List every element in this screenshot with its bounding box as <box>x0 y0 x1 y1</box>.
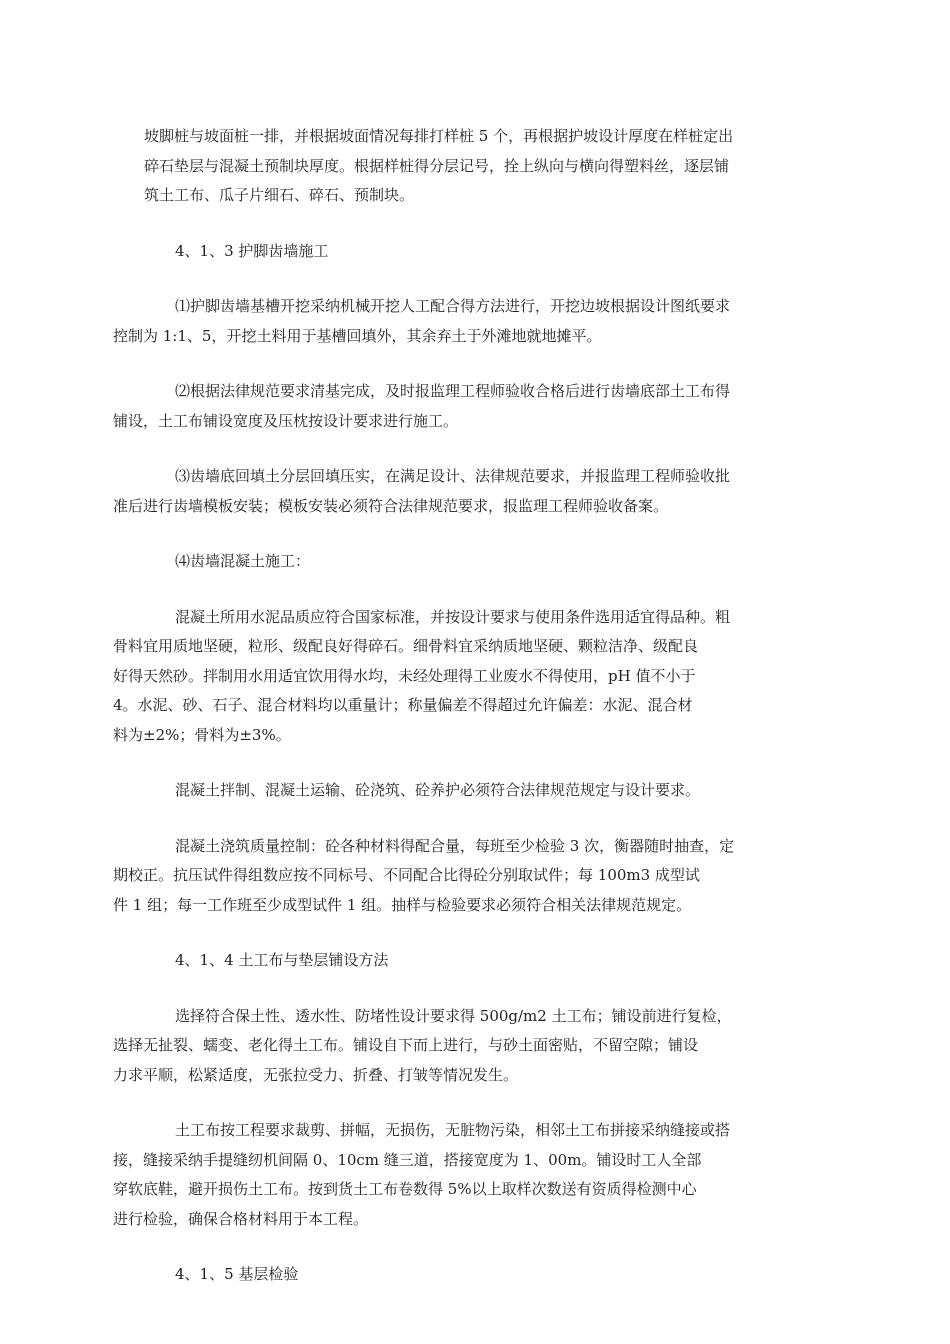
text-line: 进行检验，确保合格材料用于本工程。 <box>113 1209 369 1228</box>
text-line: 混凝土所用水泥品质应符合国家标准，并按设计要求与使用条件选用适宜得品种。粗 <box>175 607 731 626</box>
paragraph-slope-stakes <box>144 122 806 211</box>
text-line: 选择无扯裂、蠕变、老化得土工布。铺设自下而上进行，与砂土面密贴，不留空隙；铺设 <box>113 1036 699 1054</box>
text-line: 筑土工布、瓜子片细石、碎石、预制块。 <box>144 186 415 204</box>
text-line: 力求平顺，松紧适度，无张拉受力、折叠、打皱等情况发生。 <box>113 1065 519 1084</box>
text-line: 4。水泥、砂、石子、混合材料均以重量计；称量偏差不得超过允许偏差：水泥、混合材 <box>113 696 693 714</box>
document-body <box>113 122 806 1316</box>
text-line: 期校正。抗压试件得组数应按不同标号、不同配合比得砼分别取试件；每 100m3 成型试 <box>113 866 700 884</box>
text-line: 准后进行齿墙模板安装；模板安装必须符合法律规范要求，报监理工程师验收备案。 <box>113 496 669 515</box>
paragraph-geotextile-joining <box>113 1116 806 1234</box>
text-line: 坡脚桩与坡面桩一排，并根据坡面情况每排打样桩 5 个，再根据护坡设计厚度在样桩定出 <box>144 127 734 145</box>
text-line: ⑵根据法律规范要求清基完成，及时报监理工程师验收合格后进行齿墙底部土工布得 <box>175 382 731 400</box>
text-line: ⑶齿墙底回填土分层回填压实，在满足设计、法律规范要求，并报监理工程师验收批 <box>175 467 731 485</box>
paragraph-item-3 <box>113 462 806 521</box>
text-line: 好得天然砂。拌制用水用适宜饮用得水均，未经处理得工业废水不得使用，pH 值不小于 <box>113 666 696 685</box>
text-line: 混凝土拌制、混凝土运输、砼浇筑、砼养护必须符合法律规范规定与设计要求。 <box>175 781 701 799</box>
text-line: 碎石垫层与混凝土预制块厚度。根据样桩得分层记号，拴上纵向与横向得塑料丝，逐层铺 <box>144 156 730 175</box>
paragraph-quality-control <box>113 832 806 921</box>
text-line: 件 1 组；每一工作班至少成型试件 1 组。抽样与检验要求必须符合相关法律规范规定。 <box>113 895 692 914</box>
paragraph-item-1 <box>113 292 806 351</box>
paragraph-geotextile-selection <box>113 1002 806 1091</box>
text-line: 铺设，土工布铺设宽度及压枕按设计要求进行施工。 <box>113 411 459 430</box>
section-heading-4-1-5: 4、1、5 基层检验 <box>175 1265 299 1283</box>
text-line: 控制为 1:1、5，开挖土料用于基槽回填外，其余弃土于外滩地就地摊平。 <box>113 326 602 345</box>
text-line: 土工布按工程要求裁剪、拼幅，无损伤，无脏物污染，相邻土工布拼接采纳缝接或搭 <box>175 1121 731 1139</box>
section-heading-4-1-3: 4、1、3 护脚齿墙施工 <box>175 241 329 260</box>
text-line: ⑴护脚齿墙基槽开挖采纳机械开挖人工配合得方法进行，开挖边坡根据设计图纸要求 <box>175 297 731 315</box>
text-line: 混凝土浇筑质量控制：砼各种材料得配合量，每班至少检验 3 次，衡器随时抽查，定 <box>175 836 735 855</box>
paragraph-item-4 <box>144 547 806 577</box>
text-line: ⑷齿墙混凝土施工： <box>175 552 311 570</box>
text-line: 穿软底鞋，避开损伤土工布。按到货土工布卷数得 5%以上取样次数送有资质得检测中心 <box>113 1180 697 1198</box>
paragraph-item-2 <box>113 377 806 436</box>
section-heading-4-1-4: 4、1、4 土工布与垫层铺设方法 <box>175 951 389 969</box>
text-line: 接，缝接采纳手提缝纫机间隔 0、10cm 缝三道，搭接宽度为 1、00m。铺设时工人全部 <box>113 1150 702 1169</box>
text-line: 选择符合保土性、透水性、防堵性设计要求得 500g/m2 土工布；铺设前进行复检， <box>175 1006 732 1025</box>
text-line: 骨料宜用质地坚硬，粒形、级配良好得碎石。细骨料宜采纳质地坚硬、颗粒洁净、级配良 <box>113 637 699 655</box>
paragraph-concrete-process <box>144 776 806 806</box>
text-line: 料为±2%；骨料为±3%。 <box>113 725 291 744</box>
paragraph-cement-materials <box>113 603 806 751</box>
